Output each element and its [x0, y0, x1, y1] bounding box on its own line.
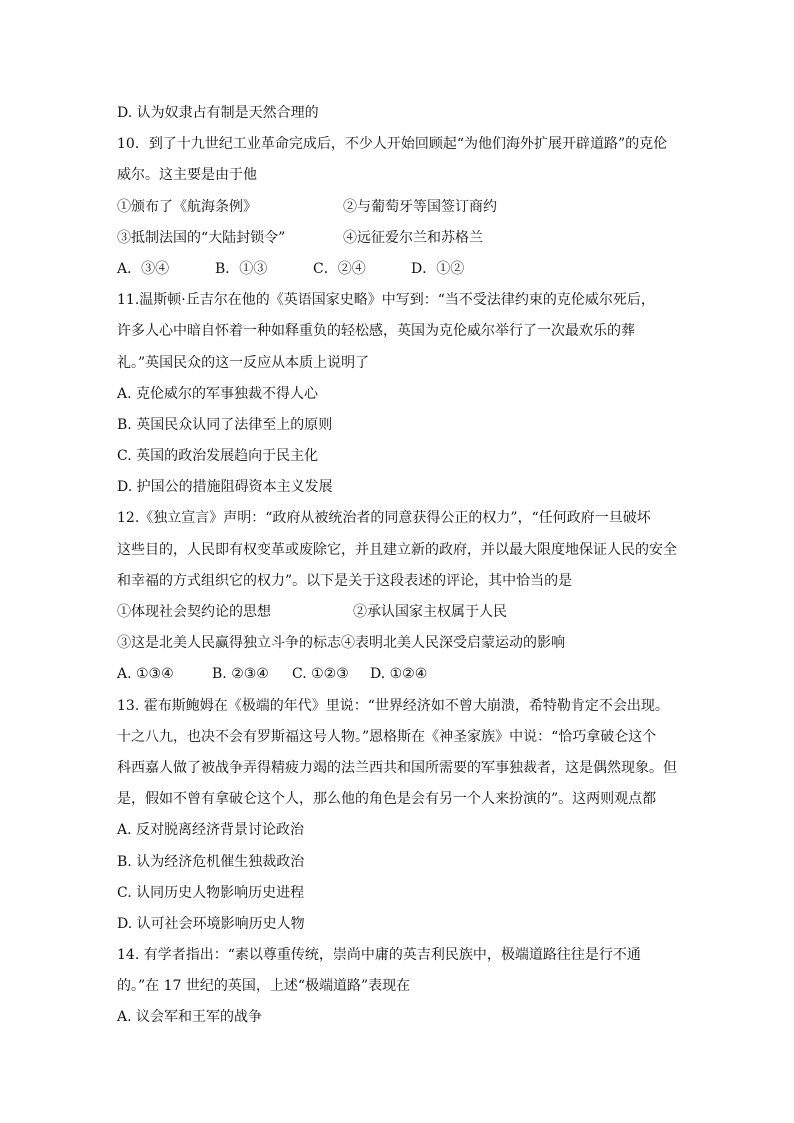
q10-choice-b: B．①③ — [215, 260, 268, 277]
q12-stem-2: 这些目的，人民即有权变革或废除它，并且建立新的政府，并以最大限度地保证人民的安全 — [117, 541, 677, 558]
q12-choice-b: B. ②③④ — [212, 666, 269, 683]
q13-stem-1: 13. 霍布斯鲍姆在《极端的年代》里说：“世界经济如不曾大崩溃，希特勒肯定不会出现。 — [117, 697, 669, 714]
q13-stem-4: 是，假如不曾有拿破仑这个人，那么他的角色是会有另一个人来扮演的”。这两则观点都 — [117, 791, 657, 808]
exam-page — [117, 98, 677, 1034]
q13-option-d: D. 认可社会环境影响历史人物 — [117, 915, 305, 932]
q11-stem-2: 许多人心中暗自怀着一种如释重负的轻松感，英国为克伦威尔举行了一次最欢乐的葬 — [117, 323, 635, 340]
q12-stem-3: 和幸福的方式组织它的权力”。以下是关于这段表述的评论，其中恰当的是 — [117, 572, 573, 589]
q14-stem-2: 的。”在 17 世纪的英国，上述“极端道路”表现在 — [117, 978, 411, 995]
q10-options-row-1 — [117, 192, 677, 223]
q10-choice-d: D．①② — [411, 260, 465, 277]
q11-option-c: C. 英国的政治发展趋向于民主化 — [117, 448, 319, 465]
q11-stem-3: 礼。”英国民众的这一反应从本质上说明了 — [117, 354, 370, 371]
q12-choices — [117, 659, 677, 690]
q13-stem-2: 十之八九，也决不会有罗斯福这号人物。”恩格斯在《神圣家族》中说：“恰巧拿破仑这个 — [117, 728, 657, 745]
q11-stem-1: 11.温斯顿·丘吉尔在他的《英语国家史略》中写到：“当不受法律约束的克伦威尔死后， — [117, 292, 655, 309]
q12-choice-a: A. ①③④ — [117, 666, 174, 683]
q12-option-4: ④表明北美人民深受启蒙运动的影响 — [341, 635, 565, 652]
q12-options-row-1 — [117, 597, 677, 628]
q12-option-1: ①体现社会契约论的思想 — [117, 604, 271, 620]
q11-option-a: A. 克伦威尔的军事独裁不得人心 — [117, 385, 319, 402]
q13-option-c: C. 认同历史人物影响历史进程 — [117, 884, 305, 901]
q12-option-2: ②承认国家主权属于人民 — [353, 604, 507, 620]
q10-choice-c: C．②④ — [313, 260, 366, 277]
q10-option-3: ③抵制法国的“大陆封锁令” — [117, 229, 286, 246]
q10-options-row-2 — [117, 223, 677, 254]
q13-stem-3: 科西嘉人做了被战争弄得精疲力竭的法兰西共和国所需要的军事独裁者，这是偶然现象。但 — [117, 759, 677, 776]
q13-option-b: B. 认为经济危机催生独裁政治 — [117, 853, 305, 870]
q10-choice-a: A．③④ — [117, 260, 170, 277]
q14-stem-1: 14. 有学者指出：“素以尊重传统，崇尚中庸的英吉利民族中，极端道路往往是行不通 — [117, 947, 641, 964]
q10-option-4: ④远征爱尔兰和苏格兰 — [343, 229, 483, 246]
q10-option-2: ②与葡萄牙等国签订商约 — [343, 198, 497, 215]
q13-option-a: A. 反对脱离经济背景讨论政治 — [117, 822, 305, 839]
q12-options-row-2 — [117, 628, 677, 659]
q11-option-d: D. 护国公的措施阻碍资本主义发展 — [117, 479, 333, 496]
q12-option-3: ③这是北美人民赢得独立斗争的标志 — [117, 635, 341, 652]
q10-option-1: ①颁布了《航海条例》 — [117, 198, 257, 215]
q10-choices — [117, 254, 677, 285]
q12-choice-d: D. ①②④ — [370, 666, 428, 683]
q11-option-b: B. 英国民众认同了法律至上的原则 — [117, 416, 333, 433]
q12-choice-c: C. ①②③ — [292, 666, 349, 683]
q12-stem-1: 12.《独立宣言》声明：“政府从被统治者的同意获得公正的权力”，“任何政府一旦破坏 — [117, 510, 651, 527]
q10-stem-1: 10．到了十九世纪工业革命完成后，不少人开始回顾起“为他们海外扩展开辟道路”的克伦 — [117, 136, 668, 153]
option-d-prev: D. 认为奴隶占有制是天然合理的 — [117, 105, 319, 121]
q10-stem-2: 威尔。这主要是由于他 — [117, 167, 257, 184]
q14-option-a: A. 议会军和王军的战争 — [117, 1009, 263, 1026]
